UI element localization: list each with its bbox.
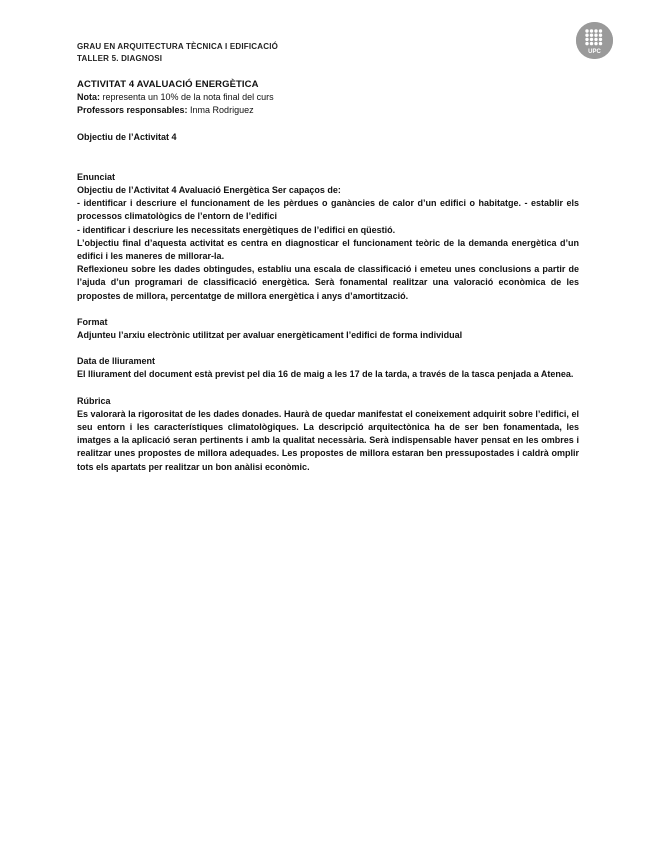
enunciat-line-5: Reflexioneu sobre les dades obtingudes, establiu una escala de classificació i emeteu unes conclusions a partir de l’ajuda d’un programari de classificació energètica. Serà fonamental realitzar una valoració econòmica de les propostes de millora, percentatge de millora energètica i anys d’amortització. — [77, 264, 579, 301]
enunciat-line-1: Objectiu de l’Activitat 4 Avaluació Energètica Ser capaços de: — [77, 185, 341, 196]
rubrica-text: Es valorarà la rigorositat de les dades donades. Haurà de quedar manifestat el coneixement adquirit sobre l’edifici, el seu entorn i les característiques climatològiques. La descripció arquitectònica ha de ser ben fonamentada, les imatges a la aplicació seran pertinents i amb la qualitat necessària. Serà indispensable haver pensat en les ombres i realitzar unes propostes de millora adequades. Les propostes de millora estaran ben pressupostades i caldrà omplir tots els apartats per realitzar un bon anàlisi econòmic. — [77, 408, 579, 472]
professors-label: Professors responsables: — [77, 105, 188, 116]
document-body — [77, 78, 579, 474]
lliurament-text: El lliurament del document està previst pel dia 16 de maig a les 17 de la tarda, a través de la tasca penjada a Atenea. — [77, 369, 574, 380]
activity-title: ACTIVITAT 4 AVALUACIÓ ENERGÈTICA — [77, 79, 259, 90]
objective-heading: Objectiu de l’Activitat 4 — [77, 131, 177, 142]
rubrica-heading: Rúbrica — [77, 395, 111, 406]
upc-logo-icon — [576, 22, 613, 59]
enunciat-line-2: - identificar i descriure el funcionament de les pèrdues o ganàncies de calor d’un edifici o habitatge. - establir els processos climatològics de l’entorn de l’edifici — [77, 198, 579, 222]
format-text: Adjunteu l’arxiu electrònic utilitzat per avaluar energèticament l’edifici de forma individual — [77, 330, 463, 341]
professors-line — [77, 104, 579, 117]
lliurament-heading: Data de lliurament — [77, 356, 156, 367]
rubrica-section — [77, 395, 579, 474]
nota-line — [77, 91, 579, 104]
professors-text: Inma Rodriguez — [187, 105, 254, 116]
logo-text: UPC — [588, 49, 601, 55]
enunciat-line-4: L’objectiu final d’aquesta activitat es centra en diagnosticar el funcionament teòric de la demanda energètica d’un edifici i les maneres de millorar-la. — [77, 237, 579, 262]
format-section — [77, 316, 579, 342]
nota-text: representa un 10% de la nota final del curs — [100, 92, 274, 103]
enunciat-line-3: - identificar i descriure les necessitats energètiques de l’edifici en qüestió. — [77, 224, 396, 235]
format-heading: Format — [77, 316, 108, 327]
header-course: TALLER 5. DIAGNOSI — [77, 54, 163, 63]
lliurament-section — [77, 355, 579, 381]
enunciat-section — [77, 171, 579, 303]
nota-label: Nota: — [77, 92, 100, 103]
enunciat-heading: Enunciat — [77, 171, 116, 182]
header-degree: GRAU EN ARQUITECTURA TÈCNICA I EDIFICACIÓ — [77, 42, 279, 51]
document-header — [77, 41, 278, 65]
